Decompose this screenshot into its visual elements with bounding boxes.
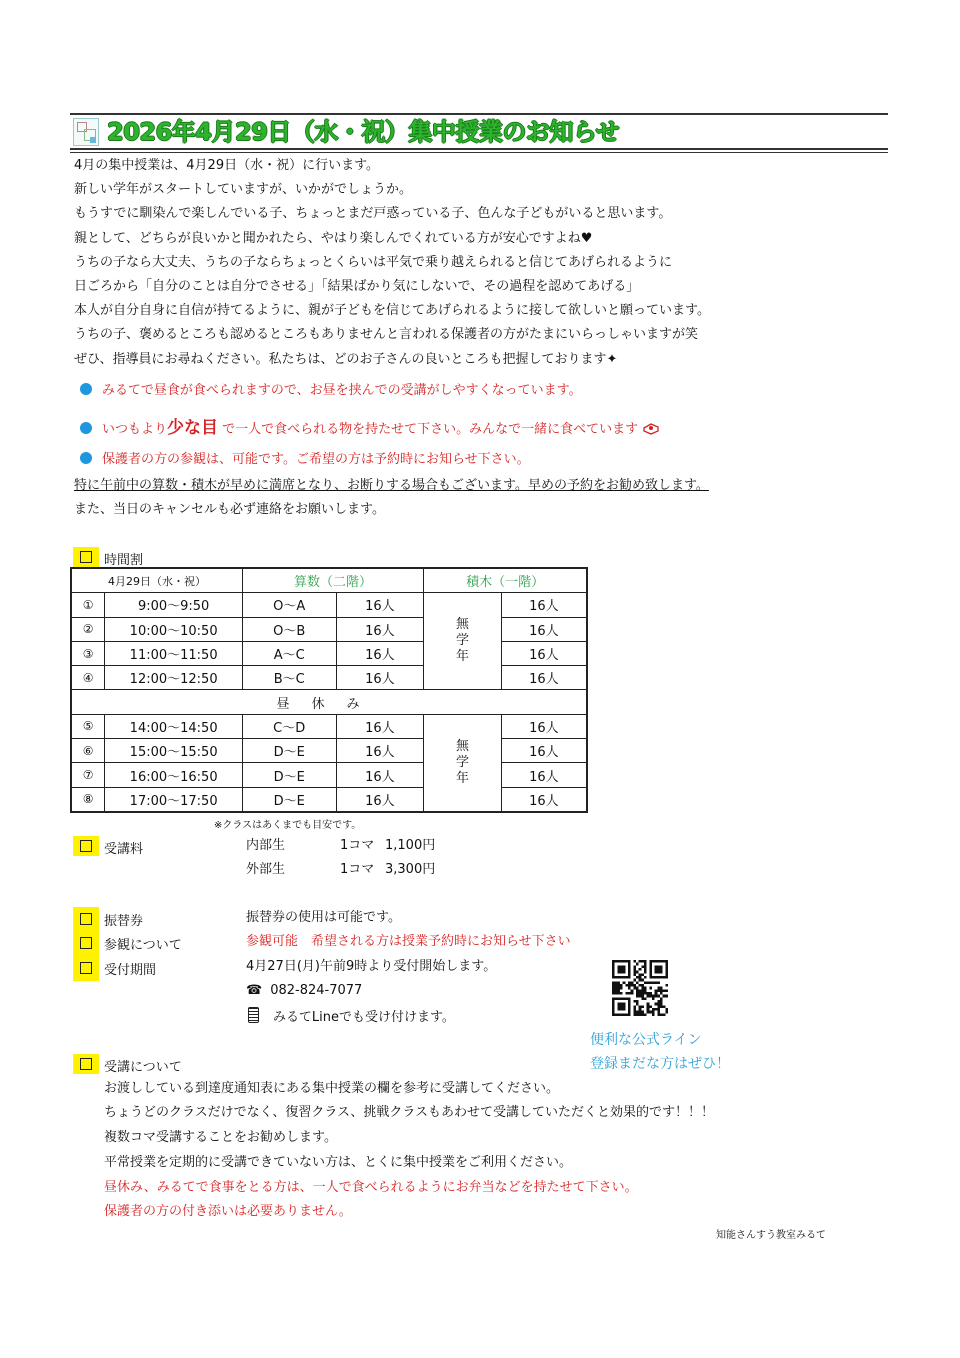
bullet-dot-icon xyxy=(80,383,92,395)
date-header: 4月29日（水・祝） xyxy=(71,568,242,593)
line-qr-code[interactable] xyxy=(612,960,668,1016)
table-row xyxy=(71,617,587,641)
table-row xyxy=(71,641,587,665)
intro-line: もうすでに馴染んで楽しんでいる子、ちょっとまだ戸惑っている子、色んな子どもがいると思います。 xyxy=(74,206,672,222)
phone-number: 082-824-7077 xyxy=(270,983,363,998)
bento-box-icon xyxy=(642,421,660,435)
math-capacity: 16人 xyxy=(336,666,424,690)
period-time: 17:00〜17:50 xyxy=(105,787,243,812)
section-marker-icon xyxy=(73,933,99,953)
line-promo-line2: 登録まだな方はぜひ！ xyxy=(590,1056,730,1072)
math-class: D〜E xyxy=(242,787,336,812)
period-time: 11:00〜11:50 xyxy=(105,641,243,665)
lunch-row xyxy=(71,690,587,714)
math-class: C〜D xyxy=(242,714,336,738)
fees-label: 受講料 xyxy=(104,842,144,857)
fee-price: 3,300円 xyxy=(385,862,436,877)
intro-line: うちの子なら大丈夫、うちの子ならちょっとくらいは平気で乗り越えられると信じてあげられるように xyxy=(74,254,673,270)
cancel-note: また、当日のキャンセルも必ず連絡をお願いします。 xyxy=(74,502,385,517)
bullet-dot-icon xyxy=(80,452,92,464)
blocks-grade-char: 無 xyxy=(455,738,469,754)
math-class: D〜E xyxy=(242,763,336,787)
intro-line: ぜひ、指導員にお尋ねください。私たちは、どのお子さんの良いところも把握しております✦ xyxy=(74,351,618,367)
period-time: 16:00〜16:50 xyxy=(105,763,243,787)
phone-icon: ☎ xyxy=(246,983,263,998)
title-logo-icon xyxy=(73,118,99,146)
period-number: ① xyxy=(71,593,105,617)
period-number: ⑦ xyxy=(71,763,105,787)
blocks-grade xyxy=(424,714,502,812)
transfer-label: 振替券 xyxy=(104,914,144,929)
period-number: ⑤ xyxy=(71,714,105,738)
title-rule-top xyxy=(70,113,888,115)
bullet-text: みるてで昼食が食べられますので、お昼を挟んでの受講がしやすくなっています。 xyxy=(102,383,582,398)
table-row xyxy=(71,763,587,787)
attendance-line: ちょうどのクラスだけでなく、復習クラス、挑戦クラスもあわせて受講していただくと効果的です！！！ xyxy=(104,1105,714,1120)
period-number: ⑧ xyxy=(71,787,105,812)
math-class: O〜A xyxy=(242,593,336,617)
period-time: 15:00〜15:50 xyxy=(105,739,243,763)
math-capacity: 16人 xyxy=(336,739,424,763)
fee-unit: 1コマ xyxy=(340,862,375,877)
period-number: ② xyxy=(71,617,105,641)
table-caption: ※クラスはあくまでも目安です。 xyxy=(214,820,362,831)
math-capacity: 16人 xyxy=(336,641,424,665)
blocks-header: 積木（一階） xyxy=(424,568,587,593)
math-capacity: 16人 xyxy=(336,617,424,641)
blocks-capacity: 16人 xyxy=(501,787,587,812)
bullet-text: 保護者の方の参観は、可能です。ご希望の方は予約時にお知らせ下さい。 xyxy=(102,452,530,467)
fee-type: 外部生 xyxy=(246,862,286,877)
fee-type: 内部生 xyxy=(246,838,286,853)
attendance-line: 複数コマ受講することをお勧めします。 xyxy=(104,1130,337,1145)
blocks-capacity: 16人 xyxy=(501,714,587,738)
intro-paragraph xyxy=(74,154,710,372)
blocks-grade-char: 無 xyxy=(455,617,469,633)
period-time: 14:00〜14:50 xyxy=(105,714,243,738)
intro-line: 日ごろから「自分のことは自分でさせる」「結果ばかり気にしないで、その過程を認めてあげる」 xyxy=(74,279,640,295)
reception-label: 受付期間 xyxy=(104,963,157,978)
section-marker-icon xyxy=(73,1054,99,1074)
reception-text: 4月27日(月)午前9時より受付開始します。 xyxy=(246,959,497,974)
table-row xyxy=(71,739,587,763)
schedule-table xyxy=(70,567,588,813)
blocks-capacity: 16人 xyxy=(501,763,587,787)
math-class: D〜E xyxy=(242,739,336,763)
math-capacity: 16人 xyxy=(336,593,424,617)
blocks-capacity: 16人 xyxy=(501,666,587,690)
blocks-grade-char: 学 xyxy=(455,754,469,770)
attendance-alert: 保護者の方の付き添いは必要ありません。 xyxy=(104,1204,352,1219)
section-marker-icon xyxy=(73,958,99,978)
phone-row xyxy=(246,983,362,999)
blocks-capacity: 16人 xyxy=(501,617,587,641)
period-number: ⑥ xyxy=(71,739,105,763)
observation-label: 参観について xyxy=(104,938,182,953)
intro-line: 新しい学年がスタートしていますが、いかがでしょうか。 xyxy=(74,182,413,198)
intro-line: 親として、どちらが良いかと聞かれたら、やはり楽しんでくれている方が安心ですよね♥ xyxy=(74,230,593,246)
transfer-text: 振替券の使用は可能です。 xyxy=(246,910,401,925)
period-time: 12:00〜12:50 xyxy=(105,666,243,690)
math-class: B〜C xyxy=(242,666,336,690)
blocks-capacity: 16人 xyxy=(501,593,587,617)
page-title: 2026年4月29日（水・祝）集中授業のお知らせ xyxy=(107,118,620,146)
table-row xyxy=(71,787,587,812)
section-marker-icon xyxy=(73,909,99,929)
table-row xyxy=(71,714,587,738)
bullet-emphasis: 少な目 xyxy=(167,418,219,438)
intro-line: 本人が自分自身に自信が持てるように、親が子どもを信じてあげられるように接して欲しいと願っています。 xyxy=(74,303,710,319)
attendance-label: 受講について xyxy=(104,1060,182,1075)
section-marker-icon xyxy=(73,547,99,567)
fee-price: 1,100円 xyxy=(385,838,436,853)
lunch-break: 昼休み xyxy=(71,690,587,714)
attendance-alert: 昼休み、みるてで食事をとる方は、一人で食べられるようにお弁当などを持たせて下さい。 xyxy=(104,1180,638,1195)
blocks-grade-char: 学 xyxy=(455,633,469,649)
period-number: ④ xyxy=(71,666,105,690)
bullet-text: いつもより xyxy=(102,422,168,437)
math-class: O〜B xyxy=(242,617,336,641)
line-promo-line1: 便利な公式ライン xyxy=(590,1032,702,1048)
attendance-line: 平常授業を定期的に受講できていない方は、とくに集中授業をご利用ください。 xyxy=(104,1155,573,1170)
blocks-grade-char: 年 xyxy=(455,770,469,786)
period-time: 10:00〜10:50 xyxy=(105,617,243,641)
table-row xyxy=(71,593,587,617)
bullet-lunch xyxy=(80,379,582,398)
attendance-line: お渡ししている到達度通知表にある集中授業の欄を参考に受講してください。 xyxy=(104,1081,560,1096)
period-number: ③ xyxy=(71,641,105,665)
intro-line: 4月の集中授業は、4月29日（水・祝）に行います。 xyxy=(74,158,380,173)
line-text: みるてLineでも受け付けます。 xyxy=(273,1010,455,1025)
mobile-phone-icon xyxy=(248,1007,259,1023)
blocks-capacity: 16人 xyxy=(501,739,587,763)
fee-unit: 1コマ xyxy=(340,838,375,853)
table-header-row xyxy=(71,568,587,593)
bullet-dot-icon xyxy=(80,422,92,434)
schedule-label: 時間割 xyxy=(104,553,144,568)
blocks-grade xyxy=(424,593,502,690)
observation-text: 参観可能 希望される方は授業予約時にお知らせ下さい xyxy=(246,934,571,949)
math-header: 算数（二階） xyxy=(242,568,423,593)
title-rule-bottom-thin xyxy=(70,152,888,153)
intro-line: うちの子、褒めるところも認めるところもありませんと言われる保護者の方がたまにいらっしゃいますが笑 xyxy=(74,327,699,343)
period-time: 9:00〜9:50 xyxy=(105,593,243,617)
early-booking-note: 特に午前中の算数・積木が早めに満席となり、お断りする場合もございます。早めの予約をお勧め致します。 xyxy=(74,478,709,493)
blocks-grade-char: 年 xyxy=(455,649,469,665)
bullet-food xyxy=(80,413,660,438)
bullet-observation xyxy=(80,448,530,467)
blocks-capacity: 16人 xyxy=(501,641,587,665)
bullet-text: で一人で食べられる物を持たせて下さい。みんなで一緒に食べています xyxy=(222,422,639,437)
math-capacity: 16人 xyxy=(336,787,424,812)
line-row xyxy=(248,1007,455,1026)
footer-school-name: 知能さんすう教室みるて xyxy=(716,1230,826,1241)
math-capacity: 16人 xyxy=(336,714,424,738)
table-row xyxy=(71,666,587,690)
title-rule-bottom xyxy=(70,148,888,150)
math-capacity: 16人 xyxy=(336,763,424,787)
math-class: A〜C xyxy=(242,641,336,665)
section-marker-icon xyxy=(73,836,99,856)
